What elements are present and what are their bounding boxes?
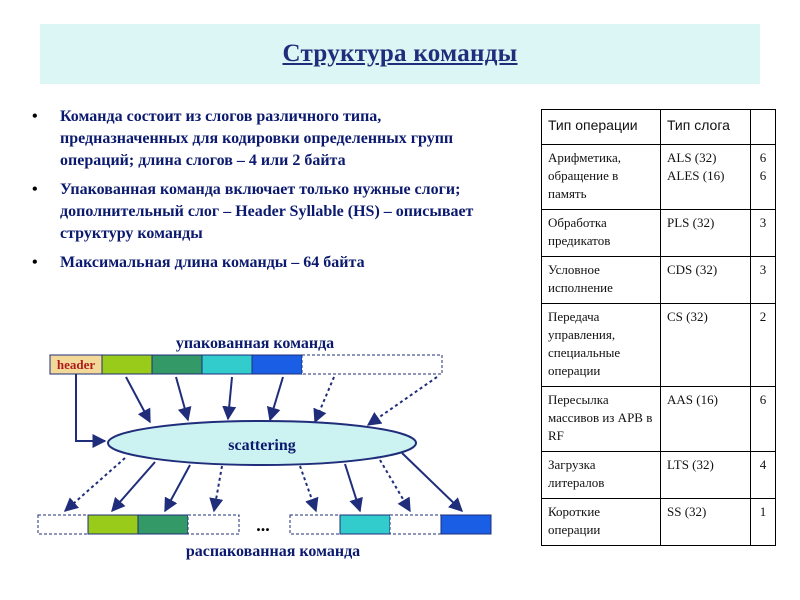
cell-count: 2 [751,304,776,387]
cell-op: Условное исполнение [542,257,661,304]
empty-syllable-space [302,355,442,374]
column-header-op-type: Тип операции [542,110,661,145]
syllable-cyan [202,355,252,374]
header-arrow [76,374,105,441]
table-row [542,387,776,452]
bullet-item: • Максимальная длина команды – 64 байта [30,252,510,274]
dotted-arrow [300,466,316,511]
syllable-green-light [88,515,138,534]
cell-syllable: LTS (32) [661,452,751,499]
cell-count [751,145,776,210]
cell-op: Обработка предикатов [542,210,661,257]
ellipsis: ... [256,515,270,535]
cell-op: Пересылка массивов из APB в RF [542,387,661,452]
cell-op: Передача управления, специальные операции [542,304,661,387]
cell-op: Загрузка литералов [542,452,661,499]
empty-syllable [38,515,88,534]
table-row [542,145,776,210]
arrow [345,464,360,511]
count-value: 6 [759,150,767,165]
packed-command-label: упакованная команда [175,335,335,352]
cell-syllable: SS (32) [661,499,751,546]
syllable-green-dark [138,515,188,534]
table-row [542,210,776,257]
arrow [126,377,150,422]
syllable-blue [441,515,491,534]
bullet-item: • Упакованная команда включает только нужные слоги; дополнительный слог – Header Syllable (HS) – описывает структуру команды [30,179,510,245]
syllable-cyan [340,515,390,534]
page-title: Структура команды [282,40,518,67]
syllable-green-dark [152,355,202,374]
cell-op: Арифметика, обращение в память [542,145,661,210]
arrow [165,465,190,511]
arrow [228,377,232,419]
bullet-item: • Команда состоит из слогов различного типа, предназначенных для кодировки определенных групп операций; длина слогов – 4 или 2 байта [30,106,510,172]
operations-table [541,109,776,546]
cell-syllable: PLS (32) [661,210,751,257]
cell-count: 4 [751,452,776,499]
table-row [542,304,776,387]
table-header-row [542,110,776,145]
empty-syllable [188,515,239,534]
cell-count: 6 [751,387,776,452]
cell-syllable: CS (32) [661,304,751,387]
dotted-arrow [368,377,437,425]
arrow [176,377,188,420]
dotted-arrow [65,458,125,511]
count-value: 6 [759,168,767,183]
header-syllable-label: header [56,357,96,372]
column-header-count [751,110,776,145]
arrow [402,453,462,511]
column-header-syllable-type: Тип слога [661,110,751,145]
cell-syllable: CDS (32) [661,257,751,304]
cell-syllable: AAS (16) [661,387,751,452]
cell-count: 3 [751,257,776,304]
syllable-blue [252,355,302,374]
arrow [112,462,155,511]
cell-count: 1 [751,499,776,546]
dotted-arrow [315,377,334,422]
arrow [270,377,283,420]
dotted-arrow [214,466,222,511]
cell-count: 3 [751,210,776,257]
syllable-value: ALES (16) [667,168,725,183]
table-row [542,257,776,304]
empty-syllable [390,515,441,534]
table-row [542,452,776,499]
syllable-green-light [102,355,152,374]
scattering-label: scattering [228,437,296,454]
dotted-arrow [380,460,410,511]
empty-syllable [290,515,340,534]
syllable-value: ALS (32) [667,150,717,165]
table-row [542,499,776,546]
cell-syllable [661,145,751,210]
unpacked-command-label: распакованная команда [185,543,361,560]
cell-op: Короткие операции [542,499,661,546]
